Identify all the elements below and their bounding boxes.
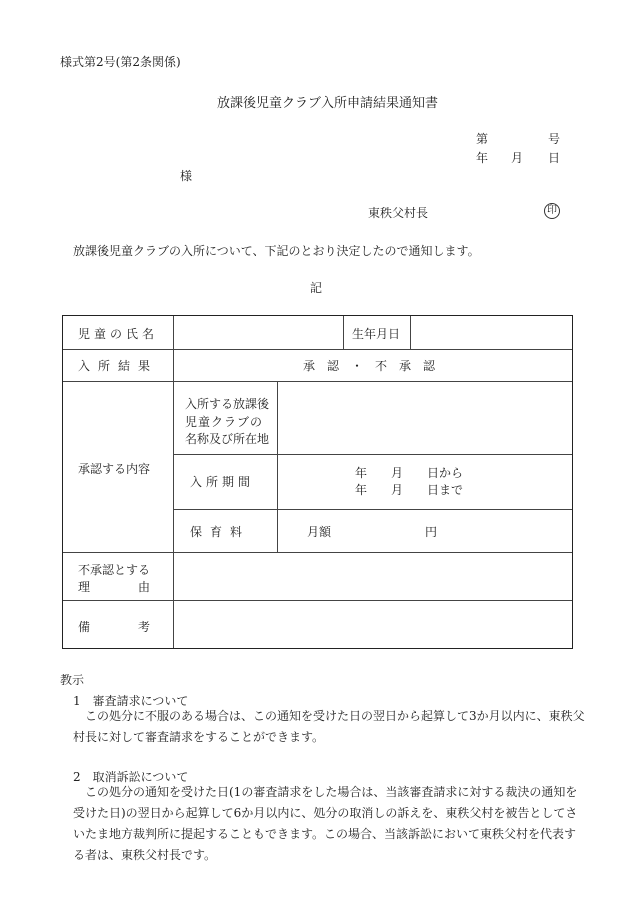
number-suffix: 号 <box>548 132 561 146</box>
notice-item1-line: 村長に対して審査請求をすることができます。 <box>73 730 325 744</box>
row-divider <box>63 552 572 553</box>
ki-label: 記 <box>310 281 323 295</box>
reject-reason-label: 理 由 <box>78 580 151 594</box>
row-divider <box>63 381 572 382</box>
row-divider <box>63 349 572 350</box>
club-label-line: 入所する放課後 <box>185 397 270 411</box>
date-day: 日 <box>548 151 561 165</box>
fee-label: 保育料 <box>190 525 251 539</box>
col-divider <box>277 381 278 552</box>
notice-item2-line: この処分の通知を受けた日(1の審査請求をした場合は、当該審査請求に対する裁決の通知を <box>73 785 578 799</box>
result-table <box>62 315 573 649</box>
notice-item2-title: 2 取消訴訟について <box>73 770 189 784</box>
reject-reason-label: 不承認とする <box>78 563 151 577</box>
issuer-name: 東秩父村長 <box>368 206 429 220</box>
period-to: 年 月 日まで <box>355 483 464 497</box>
club-label-line: 児童クラブの <box>185 415 264 429</box>
row-divider <box>63 600 572 601</box>
result-options: 承 認 ・ 不 承 認 <box>303 359 436 373</box>
remarks-label: 備 考 <box>78 620 151 634</box>
notice-item2-line: る者は、東秩父村長です。 <box>73 848 217 862</box>
row-divider <box>173 509 572 510</box>
club-label-line: 名称及び所在地 <box>185 432 270 446</box>
date-year: 年 <box>476 151 489 165</box>
col-divider <box>410 316 411 349</box>
period-from: 年 月 日から <box>355 466 464 480</box>
notice-heading: 教示 <box>60 673 85 687</box>
notice-item1-line: この処分に不服のある場合は、この通知を受けた日の翌日から起算して3か月以内に、東秩父 <box>73 709 585 723</box>
row-divider <box>173 454 572 455</box>
result-label: 入所結果 <box>78 359 159 373</box>
page-title: 放課後児童クラブ入所申請結果通知書 <box>217 96 439 111</box>
child-name-label: 児童の氏名 <box>78 327 159 341</box>
approved-content-label: 承認する内容 <box>78 462 151 476</box>
form-number: 様式第2号(第2条関係) <box>60 55 181 69</box>
notice-item2-line: 受けた日)の翌日から起算して6か月以内に、処分の取消しの訴えを、東秩父村を被告としてさ <box>73 806 578 820</box>
intro-text: 放課後児童クラブの入所について、下記のとおり決定したので通知します。 <box>73 244 480 258</box>
number-prefix: 第 <box>476 132 489 146</box>
birthdate-label: 生年月日 <box>352 327 401 341</box>
addressee-suffix: 様 <box>180 169 193 183</box>
col-divider <box>343 316 344 349</box>
notice-item1-title: 1 審査請求について <box>73 694 189 708</box>
col-divider <box>173 316 174 648</box>
period-label: 入所期間 <box>190 475 255 489</box>
fee-monthly-label: 月額 <box>307 525 332 539</box>
notice-item2-line: いたま地方裁判所に提起することもできます。この場合、当該訴訟において東秩父村を代表す <box>73 827 577 841</box>
date-month: 月 <box>511 151 524 165</box>
seal-mark: 印 <box>544 203 560 219</box>
fee-unit: 円 <box>425 525 438 539</box>
